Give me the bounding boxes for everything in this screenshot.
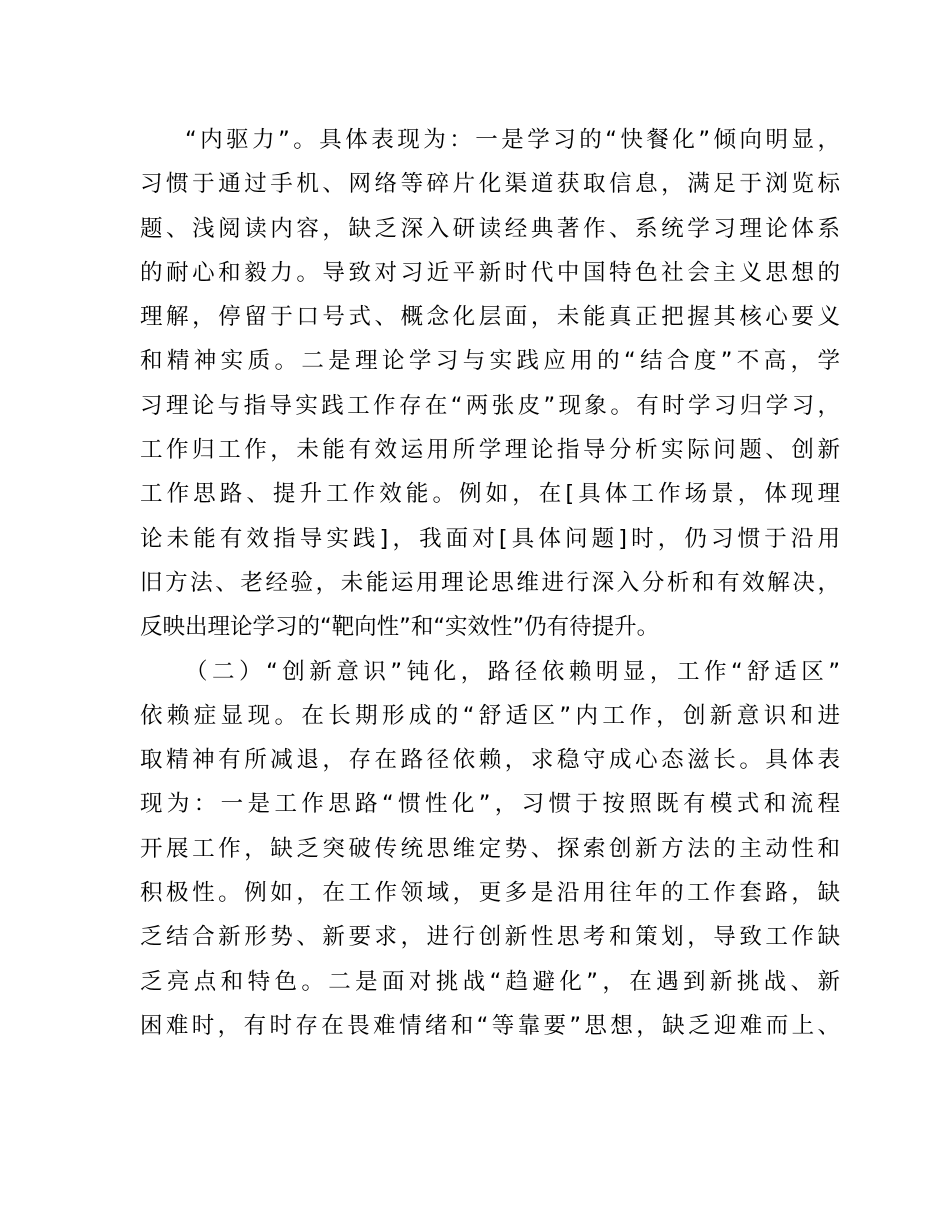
text-line: 理解，停留于口号式、概念化层面，未能真正把握其核心要义: [140, 304, 840, 331]
text-line: 反映出理论学习的“靶向性”和“实效性”仍有待提升。: [140, 614, 660, 641]
text-line: 工作思路、提升工作效能。例如，在[具体工作场景，体现理: [140, 481, 840, 508]
text-line: 现为：一是工作思路“惯性化”，习惯于按照既有模式和流程: [140, 791, 840, 818]
text-line: 依赖症显现。在长期形成的“舒适区”内工作，创新意识和进: [140, 702, 840, 729]
text-line: 论未能有效指导实践]，我面对[具体问题]时，仍习惯于沿用: [140, 525, 840, 552]
text-line: “内驱力”。具体表现为：一是学习的“快餐化”倾向明显，: [185, 127, 840, 153]
text-line: 的耐心和毅力。导致对习近平新时代中国特色社会主义思想的: [140, 259, 840, 286]
text-line: 乏亮点和特色。二是面对挑战“趋避化”，在遇到新挑战、新: [140, 968, 840, 995]
text-line: 和精神实质。二是理论学习与实践应用的“结合度”不高，学: [140, 348, 840, 375]
text-line: 习惯于通过手机、网络等碎片化渠道获取信息，满足于浏览标: [140, 171, 840, 198]
text-line: 取精神有所减退，存在路径依赖，求稳守成心态滋长。具体表: [140, 747, 840, 774]
paragraph-1: [140, 118, 840, 650]
paragraph-2: [140, 650, 840, 1049]
body-text: [140, 118, 840, 1048]
text-line: 开展工作，缺乏突破传统思维定势、探索创新方法的主动性和: [140, 835, 840, 862]
text-line: 题、浅阅读内容，缺乏深入研读经典著作、系统学习理论体系: [140, 215, 840, 242]
text-line: 工作归工作，未能有效运用所学理论指导分析实际问题、创新: [140, 437, 840, 464]
text-line: 习理论与指导实践工作存在“两张皮”现象。有时学习归学习，: [140, 392, 840, 419]
text-line: 积极性。例如，在工作领域，更多是沿用往年的工作套路，缺: [140, 880, 840, 907]
text-line: 困难时，有时存在畏难情绪和“等靠要”思想，缺乏迎难而上、: [140, 1012, 840, 1039]
section-heading-line: （二）“创新意识”钝化，路径依赖明显，工作“舒适区”: [185, 658, 840, 685]
text-line: 乏结合新形势、新要求，进行创新性思考和策划，导致工作缺: [140, 924, 840, 951]
text-line: 旧方法、老经验，未能运用理论思维进行深入分析和有效解决，: [140, 569, 840, 596]
